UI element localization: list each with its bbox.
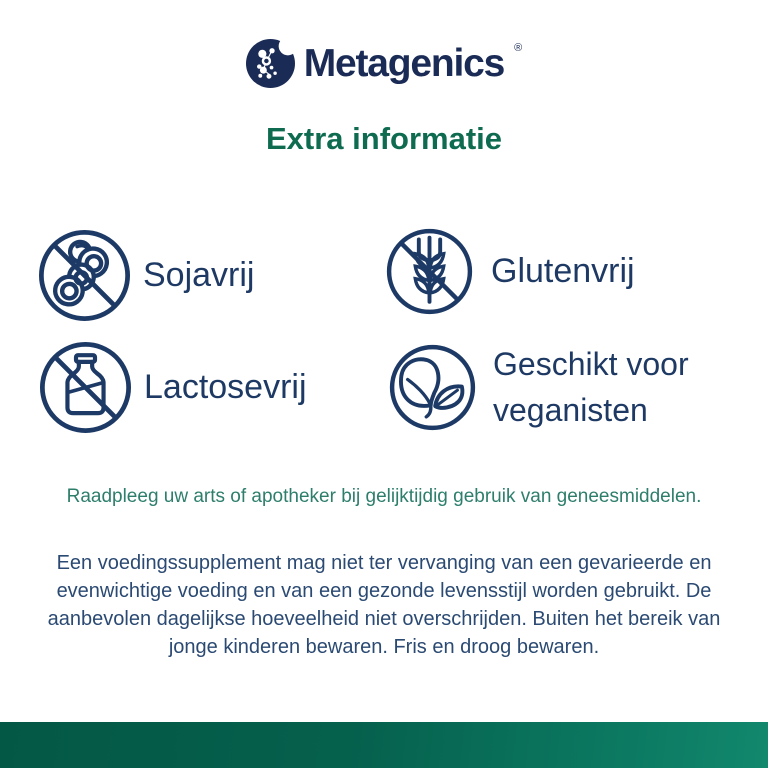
feature-label-soy-free: Sojavrij [143,255,255,294]
soy-pod-crossed-icon [37,228,132,323]
disclaimer-text: Een voedingssupplement mag niet ter vervanging van een gevarieerde en evenwichtige voeding en van een gezonde levensstijl worden gebruikt. De aanbevolen dagelijkse hoeveelheid niet overschrijden. Buiten het bereik van jonge kinderen bewaren. Fris en droog bewaren. [47,552,721,658]
feature-label-gluten-free: Glutenvrij [491,251,635,290]
advisory-text: Raadpleeg uw arts of apotheker bij gelijktijdig gebruik van geneesmiddelen. [66,486,702,507]
registered-trademark-symbol: ® [514,42,523,54]
milk-bottle-crossed-icon [38,340,133,435]
wheat-crossed-icon [385,227,474,316]
page-title: Extra informatie [265,121,502,156]
feature-soy-free [37,228,254,323]
metagenics-molecule-icon [246,39,295,88]
feature-vegan [388,341,733,434]
logo-wordmark: Metagenics [303,41,505,85]
leaves-icon [388,343,477,432]
feature-lactose-free [38,340,307,435]
metagenics-logo [0,38,768,88]
feature-label-lactose-free: Lactosevrij [144,367,307,406]
brand-footer-bar [0,722,768,768]
feature-gluten-free [385,227,635,316]
feature-label-vegan: Geschikt voor veganisten [493,346,689,429]
